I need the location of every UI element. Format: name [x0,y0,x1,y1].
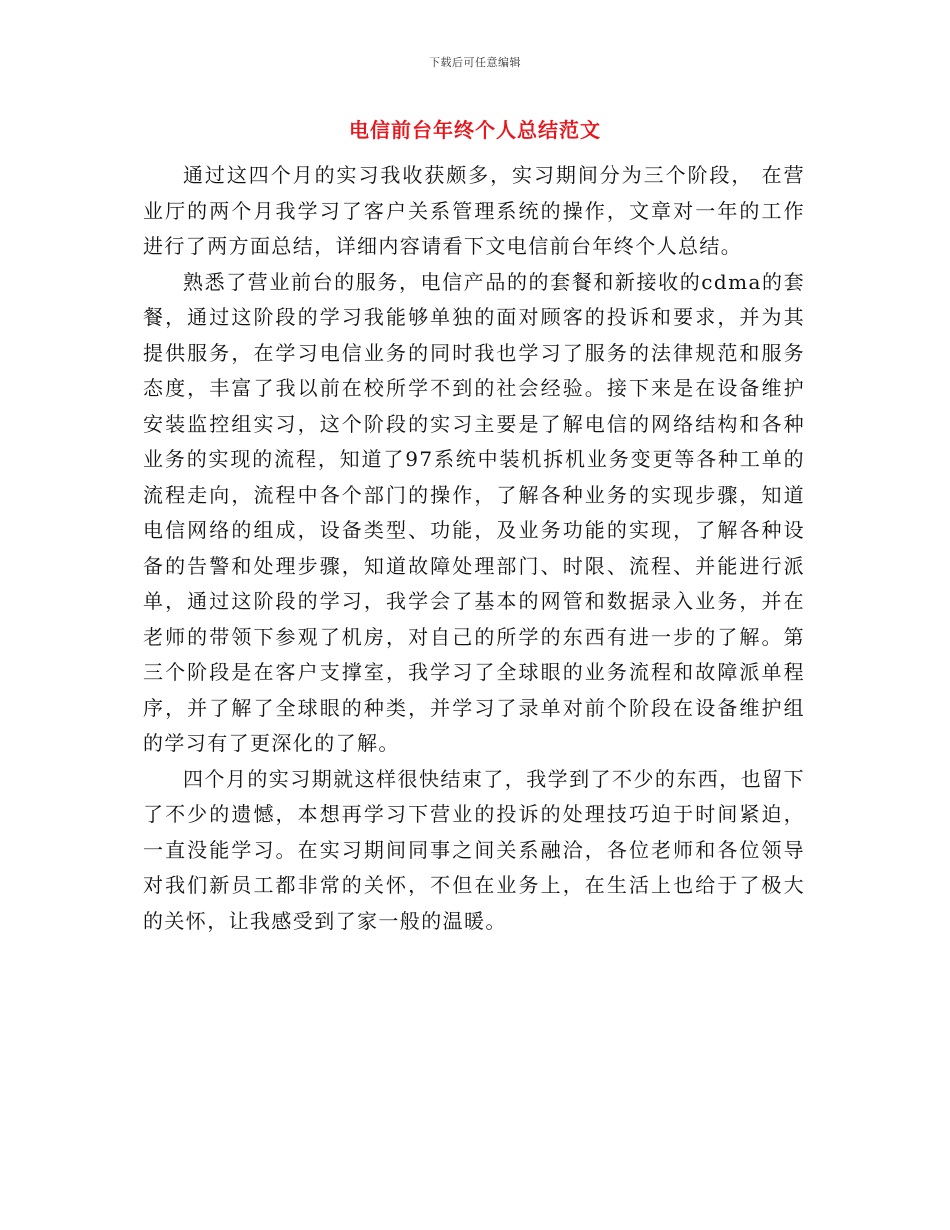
document-body [143,158,805,939]
paragraph-3: 四个月的实习期就这样很快结束了，我学到了不少的东西，也留下了不少的遗憾，本想再学习下营业的投诉的处理技巧迫于时间紧迫，一直没能学习。在实习期间同事之间关系融洽，各位老师和各位领导对我们新员工都非常的关怀，不但在业务上，在生活上也给于了极大的关怀，让我感受到了家一般的温暖。 [143,766,805,933]
paragraph-1: 通过这四个月的实习我收获颇多，实习期间分为三个阶段， 在营业厅的两个月我学习了客户关系管理系统的操作，文章对一年的工作进行了两方面总结，详细内容请看下文电信前台年终个人总结。 [143,163,805,258]
paragraph-2: 熟悉了营业前台的服务，电信产品的的套餐和新接收的cdma的套餐，通过这阶段的学习我能够单独的面对顾客的投诉和要求，并为其提供服务，在学习电信业务的同时我也学习了服务的法律规范和服务态度，丰富了我以前在校所学不到的社会经验。接下来是在设备维护安装监控组实习，这个阶段的实习主要是了解电信的网络结构和各种业务的实现的流程，知道了97系统中装机拆机业务变更等各种工单的流程走向，流程中各个部门的操作，了解各种业务的实现步骤，知道电信网络的组成，设备类型、功能，及业务功能的实现，了解各种设备的告警和处理步骤，知道故障处理部门、时限、流程、并能进行派单，通过这阶段的学习，我学会了基本的网管和数据录入业务，并在老师的带领下参观了机房，对自己的所学的东西有进一步的了解。第三个阶段是在客户支撑室，我学习了全球眼的业务流程和故障派单程序，并了解了全球眼的种类，并学习了录单对前个阶段在设备维护组的学习有了更深化的了解。 [143,269,805,755]
header-note: 下载后可任意编辑 [429,56,521,69]
document-title: 电信前台年终个人总结范文 [349,118,601,142]
